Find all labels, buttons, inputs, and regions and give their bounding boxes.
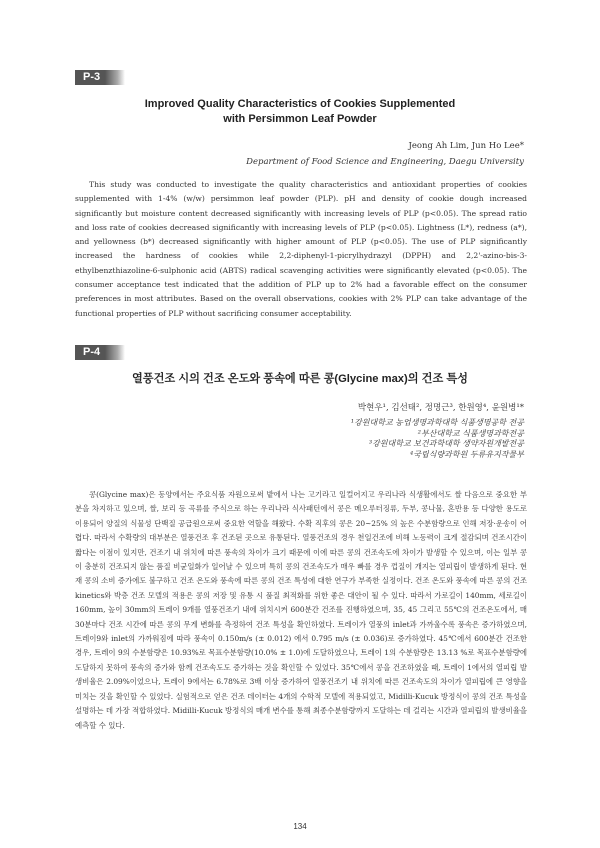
- p4-affiliation: ⁴국립식량과학원 두류유지작물부: [410, 449, 524, 459]
- p3-title-line1: Improved Quality Characteristics of Cookies Supplemented: [144, 98, 456, 110]
- p4-abstract: [75, 488, 527, 733]
- p4-title: 열풍건조 시의 건조 온도와 풍속에 따른 콩(Glycine max)의 건조 특성: [132, 373, 468, 385]
- section-tag-p3: P-3: [75, 70, 125, 85]
- p3-abstract: [75, 178, 527, 321]
- page-number: 134: [293, 822, 307, 831]
- p3-abstract-text: This study was conducted to investigate the quality characteristics and antioxidant properties of cookies supplemented with 1-4% (w/w) persimmon leaf powder (PLP). pH and density of cookie dough increased significantly but moisture content decreased significantly with increasing levels of PLP (p<0.05). The spread ratio and loss rate of cookies decreased significantly with increasing levels of PLP (p<0.05). Lightness (L*), redness (a*), and yellowness (b*) decreased significantly with higher amount of PLP (p<0.05). The use of PLP significantly increased the hardness of cookies while 2,2-diphenyl-1-picrylhydrazyl (DPPH) and 2,2'-azino-bis-3-ethylbenzthiazoline-6-sulphonic acid (ABTS) radical scavenging activities were significantly elevated (p<0.05). The consumer acceptance test indicated that the addition of PLP up to 2% had a favorable effect on the consumer preferences in most attributes. Based on the overall observations, cookies with 2% PLP can take advantage of the functional properties of PLP without sacrificing consumer acceptability.: [75, 180, 527, 318]
- p3-title-line2: with Persimmon Leaf Powder: [223, 113, 377, 125]
- p4-affiliations: [351, 418, 524, 460]
- p3-authors: Jeong Ah Lim, Jun Ho Lee*: [408, 141, 524, 151]
- p4-affiliation: ³강원대학교 보건과학대학 생약자원개발전공: [368, 439, 524, 449]
- p4-affiliation: ²부산대학교 식품생명과학전공: [417, 428, 524, 438]
- p4-abstract-text: 콩(Glycine max)은 동양에서는 주요식품 자원으로써 밭에서 나는 고기라고 일컬어지고 우리나라 식생활에서도 쌀 다음으로 중요한 부분을 차지하고 있으며, 쌀, 보리 등 곡류를 주식으로 하는 우리나라 식사패턴에서 콩은 메오루터징류, 두부, 콩나물, 혼반용 등 다양한 용도로 이용되어 양질의 식물성 단백질 공급원으로써 중요한 역할을 해왔다. 수확 직후의 콩은 20~25% 의 높은 수분함량으로 인해 저장·운송이 어렵다. 따라서 수확량의 대부분은 열풍건조 후 건조된 곳으로 유통된다. 열풍건조의 경우 천일건조에 비해 노동력이 크게 절감되며 건조시간이 짧다는 이점이 있지만, 건조기 내 위치에 따른 풍속의 차이가 크기 때문에 이에 따른 콩의 건조속도에 차이가 발생할 수 있으며, 이는 일부 콩이 충분히 건조되지 않는 품질 비균일화가 일어날 수 있으며 특히 콩의 건조속도가 매우 빠를 경우 껍질이 개지는 열피립이 발생하게 된다. 현재 콩의 소비 증가에도 불구하고 건조 온도와 풍속에 따른 콩의 건조 특성에 대한 연구가 부족한 실정이다. 건조 온도와 풍속에 따른 콩의 건조 kinetics와 박층 건조 모델의 적용은 콩의 저장 및 유통 시 품질 최적화를 위한 좋은 대안이 될 수 있다. 따라서 가로길이 140mm, 세로길이 160mm, 높이 30mm의 트레이 9개를 열풍건조기 내에 위치시켜 600분간 건조를 진행하였으며, 35, 45 그리고 55℃의 건조온도에서, 매 30분마다 건조 시간에 따른 콩의 무게 변화를 측정하여 건조 특성을 확인하였다. 트레이가 열풍의 inlet과 가까울수록 풍속은 증가하였으며, 트레이9와 inlet의 가까워짐에 따라 풍속이 0.150m/s (± 0.012) 에서 0.795 m/s (± 0.036)로 증가하였다. 45℃에서 600분간 건조한 경우, 트레이 9의 수분함량은 10.93%로 목표수분함량(10.0% ± 1.0)에 도달하였으나, 트레이 1의 수분함량은 13.13 %로 목표수분함량에 도달하지 못하여 풍속의 증가와 함께 건조속도도 증가하는 것을 확인할 수 있었다. 35℃에서 콩을 건조하였을 때, 트레이 1에서의 열피립 발생비율은 2.09%이었으나, 트레이 9에서는 6.78%로 3배 이상 증가하여 열풍건조기 내 위치에 따른 건조속도의 차이가 열피립에 큰 영향을 미치는 것을 확인할 수 있었다. 실험적으로 얻은 건조 데이터는 4개의 수학적 모델에 적용되었고, Midilli-Kucuk 방정식이 콩의 건조 특성을 설명하는 데 가장 적합하였다. Midilli-Kucuk 방정식의 매개 변수를 통해 최종수분함량까지 도달하는 데 걸리는 시간과 열피립의 발생비율을 예측할 수 있다.: [75, 490, 527, 730]
- p4-authors: 박현우¹, 김선태², 정명근³, 한원영⁴, 윤원병¹*: [357, 403, 524, 413]
- p4-affiliation: ¹강원대학교 농업생명과학대학 식품생명공학 전공: [350, 418, 524, 427]
- section-tag-p4: P-4: [75, 345, 125, 360]
- p3-affiliation: Department of Food Science and Engineering, Daegu University: [246, 157, 524, 167]
- p3-title: [75, 97, 525, 127]
